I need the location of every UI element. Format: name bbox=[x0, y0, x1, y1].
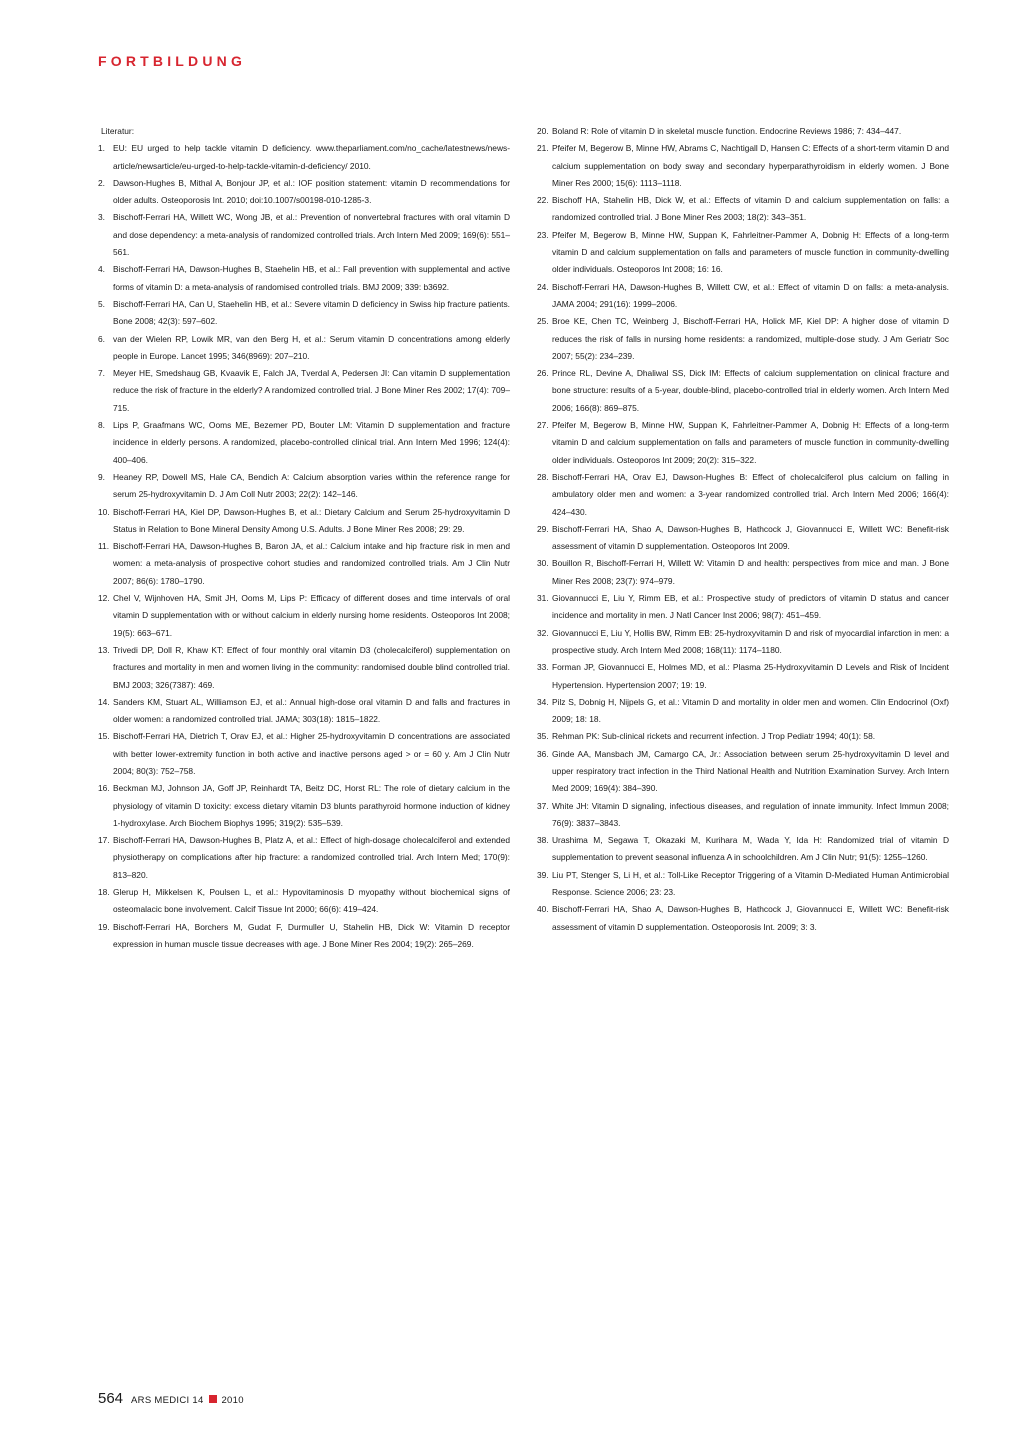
page-footer bbox=[98, 1390, 244, 1407]
reference-number: 17. bbox=[98, 835, 110, 846]
reference-text: Bischoff-Ferrari HA, Dawson-Hughes B, Platz A, et al.: Effect of high-dosage cholecalciferol and extended physiotherapy on complications after hip fracture: a randomized controlled trial. Arch Intern Med; 170(9): 813–820. bbox=[113, 835, 510, 880]
reference-number: 4. bbox=[98, 264, 105, 275]
reference-text: Bischoff HA, Stahelin HB, Dick W, et al.: Effects of vitamin D and calcium supplementation on falls: a randomized controlled trial. J Bone Miner Res 2003; 18(2): 343–351. bbox=[552, 195, 949, 223]
reference-item bbox=[98, 417, 510, 469]
reference-number: 23. bbox=[537, 229, 549, 240]
reference-item bbox=[537, 140, 949, 192]
reference-number: 38. bbox=[537, 835, 549, 846]
reference-text: Ginde AA, Mansbach JM, Camargo CA, Jr.: Association between serum 25-hydroxyvitamin D level and upper respiratory tract infection in the Third National Health and Nutrition Examination Survey. Arch Intern Med 2009; 169(4): 384–390. bbox=[552, 748, 949, 794]
reference-text: Pilz S, Dobnig H, Nijpels G, et al.: Vitamin D and mortality in older men and women. Clin Endocrinol (Oxf) 2009; 18: 18. bbox=[552, 696, 949, 725]
reference-item bbox=[537, 590, 949, 625]
reference-item bbox=[537, 901, 949, 936]
reference-number: 8. bbox=[98, 420, 105, 431]
reference-text: Pfeifer M, Begerow B, Minne HW, Suppan K, Fahrleitner-Pammer A, Dobnig H: Effects of a long-term vitamin D and calcium supplementation on falls and parameters of muscle function in community-dwelling older individuals. Osteoporos Int 2009; 20(2): 315–322. bbox=[552, 420, 949, 465]
reference-item bbox=[537, 555, 949, 590]
reference-text: Glerup H, Mikkelsen K, Poulsen L, et al.: Hypovitaminosis D myopathy without biochemical signs of osteomalacic bone involvement. Calcif Tissue Int 2000; 66(6): 419–424. bbox=[113, 887, 510, 915]
reference-number: 10. bbox=[98, 506, 110, 517]
reference-item bbox=[537, 867, 949, 902]
reference-text: Giovannucci E, Liu Y, Hollis BW, Rimm EB: 25-hydroxyvitamin D and risk of myocardial infarction in men: a prospective study. Arch Intern Med 2008; 168(11): 1174–1180. bbox=[552, 627, 949, 655]
reference-number: 13. bbox=[98, 644, 110, 655]
reference-text: Bischoff-Ferrari HA, Shao A, Dawson-Hughes B, Hathcock J, Giovannucci E, Willett WC: Benefit-risk assessment of vitamin D supplementation. Osteoporosis Int. 2009; 3: 3. bbox=[552, 904, 949, 932]
reference-number: 21. bbox=[537, 143, 549, 154]
reference-number: 11. bbox=[98, 541, 110, 552]
references-column-right bbox=[537, 123, 949, 936]
reference-item bbox=[537, 694, 949, 729]
reference-number: 36. bbox=[537, 748, 549, 759]
reference-item bbox=[98, 832, 510, 884]
reference-list-left bbox=[98, 140, 510, 953]
reference-number: 25. bbox=[537, 316, 549, 327]
reference-number: 28. bbox=[537, 471, 549, 482]
reference-text: Sanders KM, Stuart AL, Williamson EJ, et al.: Annual high-dose oral vitamin D and falls and fractures in older women: a randomized controlled trial. JAMA; 303(18): 1815–1822. bbox=[113, 696, 510, 725]
reference-item bbox=[537, 279, 949, 314]
reference-text: Bischoff-Ferrari HA, Borchers M, Gudat F, Durmuller U, Stahelin HB, Dick W: Vitamin D receptor expression in human muscle tissue decreases with age. J Bone Miner Res 2004; 19(2): 265–269. bbox=[113, 921, 510, 949]
reference-item bbox=[537, 469, 949, 521]
reference-number: 27. bbox=[537, 420, 549, 431]
reference-number: 9. bbox=[98, 471, 105, 482]
reference-item bbox=[537, 746, 949, 798]
reference-item bbox=[98, 919, 510, 954]
reference-item bbox=[98, 728, 510, 780]
reference-number: 34. bbox=[537, 696, 549, 707]
reference-item bbox=[537, 192, 949, 227]
reference-number: 26. bbox=[537, 368, 549, 379]
reference-number: 19. bbox=[98, 921, 110, 932]
reference-number: 31. bbox=[537, 593, 549, 604]
reference-item bbox=[98, 538, 510, 590]
reference-text: Heaney RP, Dowell MS, Hale CA, Bendich A: Calcium absorption varies within the reference range for serum 25-hydroxyvitamin D. J Am Coll Nutr 2003; 22(2): 142–146. bbox=[113, 471, 510, 500]
reference-item bbox=[98, 261, 510, 296]
reference-item bbox=[537, 832, 949, 867]
reference-text: Broe KE, Chen TC, Weinberg J, Bischoff-Ferrari HA, Holick MF, Kiel DP: A higher dose of vitamin D reduces the risk of falls in nursing home residents: a randomized, multiple-dose study. J Am Geriatr Soc 2007; 55(2): 234–239. bbox=[552, 316, 949, 361]
reference-text: van der Wielen RP, Lowik MR, van den Berg H, et al.: Serum vitamin D concentrations among elderly people in Europe. Lancet 1995; 346(8969): 207–210. bbox=[113, 333, 510, 361]
reference-number: 1. bbox=[98, 143, 105, 154]
page-number: 564 bbox=[98, 1390, 124, 1407]
reference-number: 33. bbox=[537, 662, 549, 673]
reference-item bbox=[537, 625, 949, 660]
reference-text: Beckman MJ, Johnson JA, Goff JP, Reinhardt TA, Beitz DC, Horst RL: The role of dietary calcium in the physiology of vitamin D toxicity: excess dietary vitamin D3 blunts parathyroid hormone induction of kidney 1-hydroxylase. Arch Biochem Biophys 1995; 319(2): 535–539. bbox=[113, 783, 510, 828]
reference-number: 18. bbox=[98, 887, 110, 898]
reference-text: Bischoff-Ferrari HA, Dawson-Hughes B, Staehelin HB, et al.: Fall prevention with supplemental and active forms of vitamin D: a meta-analysis of randomised controlled trials. BMJ 2009; 339: b3692. bbox=[113, 264, 510, 292]
reference-number: 37. bbox=[537, 800, 549, 811]
reference-number: 2. bbox=[98, 177, 105, 188]
reference-item bbox=[98, 590, 510, 642]
section-title: FORTBILDUNG bbox=[98, 53, 247, 69]
reference-item bbox=[98, 884, 510, 919]
reference-number: 35. bbox=[537, 731, 549, 742]
reference-text: EU: EU urged to help tackle vitamin D deficiency. www.theparliament.com/no_cache/latestnews/news-article/newsarticle/eu-urged-to-help-tackle-vitamin-d-deficiency/ 2010. bbox=[113, 143, 510, 171]
reference-item bbox=[537, 123, 949, 140]
reference-number: 24. bbox=[537, 281, 549, 292]
reference-text: Pfeifer M, Begerow B, Minne HW, Abrams C, Nachtigall D, Hansen C: Effects of a short-term vitamin D and calcium supplementation on body sway and secondary hyperparathyroidism in elderly women. J Bone Miner Res 2000; 15(6): 1113–1118. bbox=[552, 143, 949, 188]
reference-text: Trivedi DP, Doll R, Khaw KT: Effect of four monthly oral vitamin D3 (cholecalciferol) supplementation on fractures and mortality in men and women living in the community: randomised double blind controlled trial. BMJ 2003; 326(7387): 469. bbox=[113, 644, 510, 690]
reference-item bbox=[98, 642, 510, 694]
reference-text: Boland R: Role of vitamin D in skeletal muscle function. Endocrine Reviews 1986; 7: 434–447. bbox=[552, 126, 902, 136]
reference-number: 6. bbox=[98, 333, 105, 344]
reference-number: 16. bbox=[98, 783, 110, 794]
reference-text: Rehman PK: Sub-clinical rickets and recurrent infection. J Trop Pediatr 1994; 40(1): 58. bbox=[552, 731, 876, 742]
reference-text: Bischoff-Ferrari HA, Shao A, Dawson-Hughes B, Hathcock J, Giovannucci E, Willett WC: Benefit-risk assessment of vitamin D supplementation. Osteoporos Int 2009. bbox=[552, 523, 949, 552]
separator-square-icon bbox=[209, 1395, 217, 1403]
reference-text: White JH: Vitamin D signaling, infectious diseases, and regulation of innate immunity. Infect Immun 2008; 76(9): 3837–3843. bbox=[552, 800, 949, 828]
reference-item bbox=[98, 296, 510, 331]
reference-text: Chel V, Wijnhoven HA, Smit JH, Ooms M, Lips P: Efficacy of different doses and time intervals of oral vitamin D supplementation with or without calcium in elderly nursing home residents. Osteoporos Int 2008; 19(5): 663–671. bbox=[113, 593, 510, 638]
reference-text: Dawson-Hughes B, Mithal A, Bonjour JP, et al.: IOF position statement: vitamin D recommendations for older adults. Osteoporosis Int. 2010; doi:10.1007/s00198-010-1285-3. bbox=[113, 177, 510, 206]
reference-item bbox=[537, 417, 949, 469]
reference-item bbox=[98, 365, 510, 417]
journal-year: 2010 bbox=[221, 1395, 244, 1406]
reference-number: 40. bbox=[537, 904, 549, 915]
reference-item bbox=[98, 175, 510, 210]
references-heading: Literatur: bbox=[101, 126, 135, 136]
reference-item bbox=[98, 469, 510, 504]
reference-item bbox=[537, 659, 949, 694]
reference-text: Bischoff-Ferrari HA, Dietrich T, Orav EJ, et al.: Higher 25-hydroxyvitamin D concentrations are associated with better lower-extremity function in both active and inactive persons aged > or = 60 y. Am J Clin Nutr 2004; 80(3): 752–758. bbox=[113, 731, 510, 776]
reference-number: 32. bbox=[537, 627, 549, 638]
reference-text: Meyer HE, Smedshaug GB, Kvaavik E, Falch JA, Tverdal A, Pedersen JI: Can vitamin D supplementation reduce the risk of fracture in the elderly? A randomized controlled trial. J Bone Miner Res 2002; 17(4): 709–715. bbox=[113, 368, 510, 413]
reference-text: Bischoff-Ferrari HA, Can U, Staehelin HB, et al.: Severe vitamin D deficiency in Swiss hip fracture patients. Bone 2008; 42(3): 597–602. bbox=[113, 298, 510, 327]
reference-number: 30. bbox=[537, 558, 549, 569]
reference-text: Bischoff-Ferrari HA, Dawson-Hughes B, Willett CW, et al.: Effect of vitamin D on falls: a meta-analysis. JAMA 2004; 291(16): 1999–2006. bbox=[552, 281, 949, 309]
reference-item bbox=[98, 504, 510, 539]
reference-text: Bischoff-Ferrari HA, Kiel DP, Dawson-Hughes B, et al.: Dietary Calcium and Serum 25-hydroxyvitamin D Status in Relation to Bone Mineral Density Among U.S. Adults. J Bone Miner Res 2008; 29: 29. bbox=[113, 506, 510, 534]
reference-item bbox=[537, 313, 949, 365]
reference-item bbox=[98, 331, 510, 366]
reference-item bbox=[537, 798, 949, 833]
reference-text: Liu PT, Stenger S, Li H, et al.: Toll-Like Receptor Triggering of a Vitamin D-Mediated Human Antimicrobial Response. Science 2006; 23: 23. bbox=[552, 869, 949, 898]
reference-text: Bouillon R, Bischoff-Ferrari H, Willett W: Vitamin D and health: perspectives from mice and man. J Bone Miner Res 2008; 23(7): 974–979. bbox=[552, 558, 949, 586]
reference-item bbox=[537, 227, 949, 279]
reference-text: Giovannucci E, Liu Y, Rimm EB, et al.: Prospective study of predictors of vitamin D status and cancer incidence and mortality in men. J Natl Cancer Inst 2006; 98(7): 451–459. bbox=[552, 593, 949, 621]
reference-text: Lips P, Graafmans WC, Ooms ME, Bezemer PD, Bouter LM: Vitamin D supplementation and fracture incidence in elderly persons. A randomized, placebo-controlled clinical trial. Ann Intern Med 1996; 124(4): 400–406. bbox=[113, 420, 510, 465]
reference-number: 22. bbox=[537, 195, 549, 206]
reference-number: 39. bbox=[537, 869, 549, 880]
reference-number: 14. bbox=[98, 696, 110, 707]
reference-text: Urashima M, Segawa T, Okazaki M, Kurihara M, Wada Y, Ida H: Randomized trial of vitamin D supplementation to prevent seasonal influenza A in schoolchildren. Am J Clin Nutr; 91(5): 1255–1260. bbox=[552, 835, 949, 863]
reference-item bbox=[98, 209, 510, 261]
reference-item bbox=[537, 365, 949, 417]
reference-item bbox=[98, 140, 510, 175]
reference-number: 7. bbox=[98, 368, 105, 379]
journal-name: ARS MEDICI 14 bbox=[131, 1395, 204, 1406]
references-column-left bbox=[98, 123, 510, 953]
reference-number: 15. bbox=[98, 731, 110, 742]
journal-info bbox=[131, 1395, 244, 1406]
reference-text: Pfeifer M, Begerow B, Minne HW, Suppan K, Fahrleitner-Pammer A, Dobnig H: Effects of a long-term vitamin D and calcium supplementation on falls and parameters of muscle function in community-dwelling older individuals. Osteoporos Int 2008; 16: 16. bbox=[552, 229, 949, 275]
reference-item bbox=[537, 521, 949, 556]
reference-number: 5. bbox=[98, 298, 105, 309]
reference-item bbox=[537, 728, 949, 745]
reference-item bbox=[98, 694, 510, 729]
reference-number: 29. bbox=[537, 523, 549, 534]
reference-number: 20. bbox=[537, 126, 549, 136]
reference-list-right bbox=[537, 123, 949, 936]
reference-text: Bischoff-Ferrari HA, Willett WC, Wong JB, et al.: Prevention of nonvertebral fractures with oral vitamin D and dose dependency: a meta-analysis of randomized controlled trials. Arch Intern Med 2009; 169(6): 551–561. bbox=[113, 212, 510, 258]
reference-item bbox=[98, 780, 510, 832]
reference-number: 3. bbox=[98, 212, 105, 223]
reference-text: Forman JP, Giovannucci E, Holmes MD, et al.: Plasma 25-Hydroxyvitamin D Levels and Risk of Incident Hypertension. Hypertension 2007; 19: 19. bbox=[552, 662, 949, 690]
reference-text: Prince RL, Devine A, Dhaliwal SS, Dick IM: Effects of calcium supplementation on clinical fracture and bone structure: results of a 5-year, double-blind, placebo-controlled trial in elderly women. Arch Intern Med 2006; 166(8): 869–875. bbox=[552, 368, 949, 413]
reference-text: Bischoff-Ferrari HA, Dawson-Hughes B, Baron JA, et al.: Calcium intake and hip fracture risk in men and women: a meta-analysis of prospective cohort studies and randomized controlled trials. Am J Clin Nutr 2007; 86(6): 1780–1790. bbox=[113, 541, 510, 586]
reference-text: Bischoff-Ferrari HA, Orav EJ, Dawson-Hughes B: Effect of cholecalciferol plus calcium on falling in ambulatory older men and women: a 3-year randomized controlled trial. Arch Intern Med 2006; 166(4): 424–430. bbox=[552, 471, 949, 517]
reference-number: 12. bbox=[98, 593, 110, 604]
